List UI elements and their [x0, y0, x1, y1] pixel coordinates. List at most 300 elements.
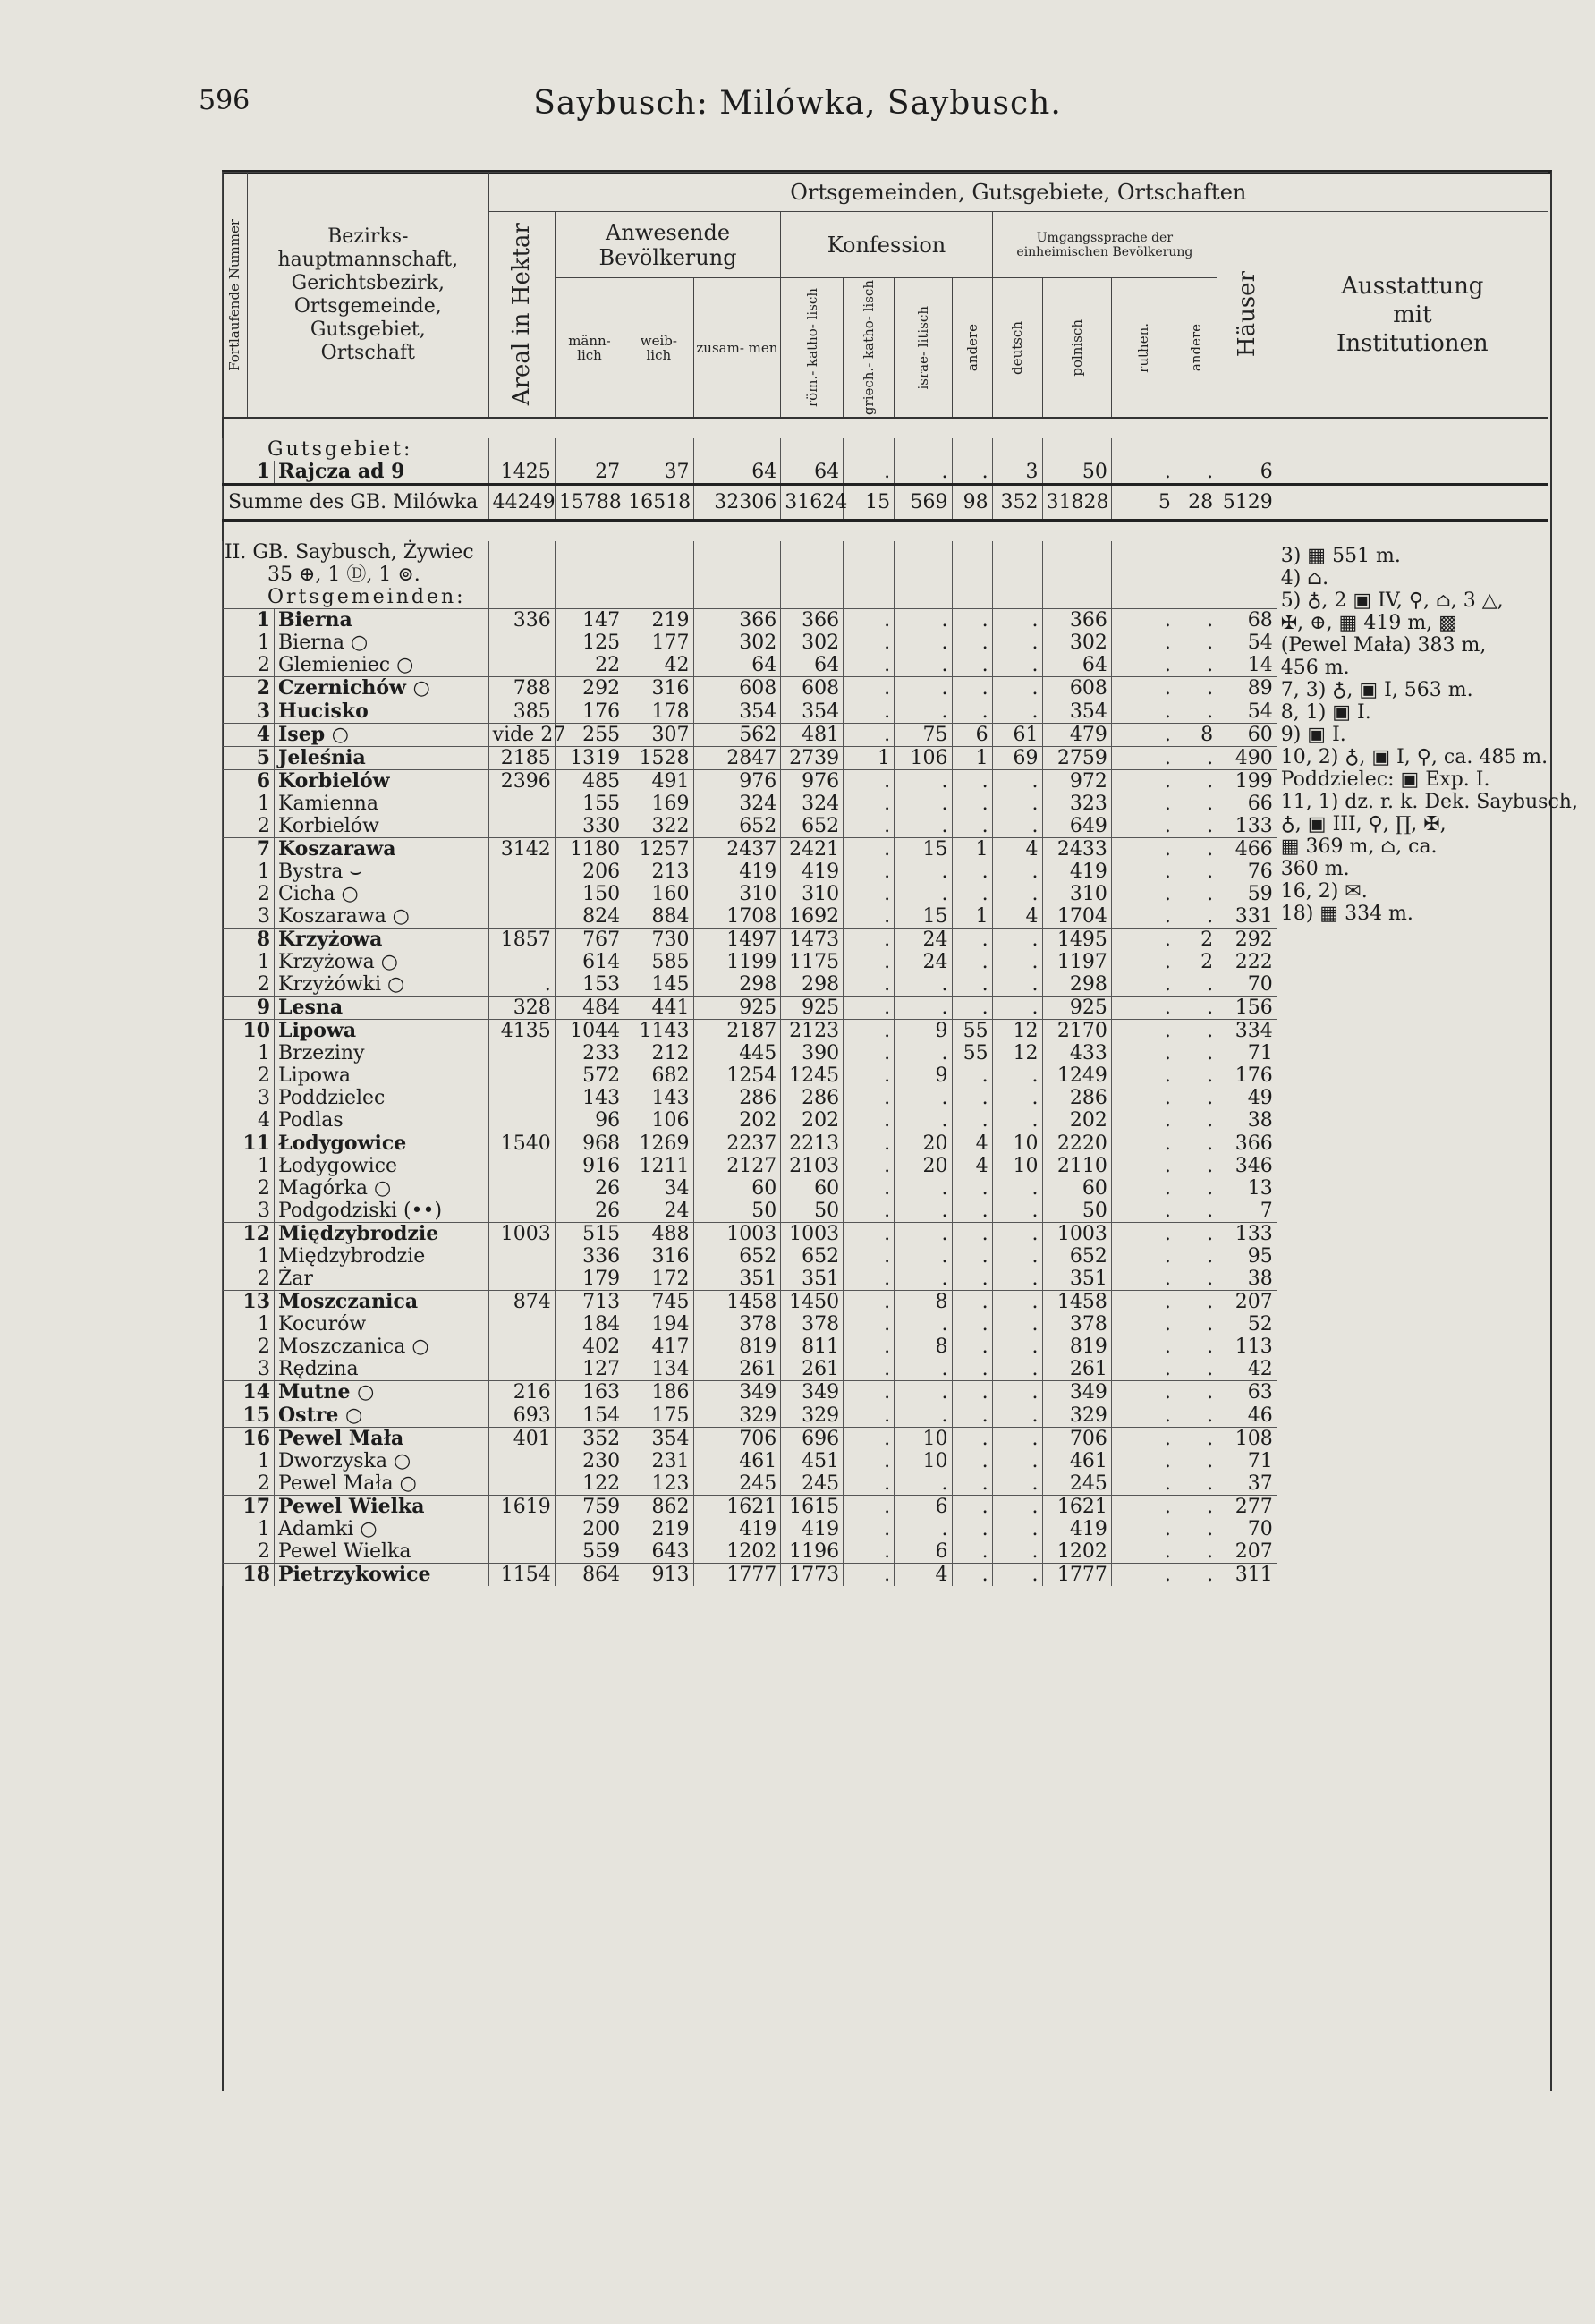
cell-andere-konf: 4	[952, 1155, 992, 1177]
cell-roem-kath: 2421	[781, 838, 844, 861]
cell-roem-kath: 64	[781, 654, 844, 677]
cell-roem-kath: 2103	[781, 1155, 844, 1177]
cell-weiblich: 1528	[624, 747, 693, 770]
cell-andere-spr: .	[1175, 1291, 1217, 1314]
row-number: 1	[223, 632, 275, 654]
cell-roem-kath: 298	[781, 973, 844, 997]
cell-andere-konf: .	[952, 677, 992, 700]
cell-griech-kath: .	[844, 1020, 895, 1043]
cell-haeuser: 13	[1217, 1177, 1277, 1200]
cell-griech-kath: .	[844, 883, 895, 905]
col-griech-kath: griech.- katho- lisch	[844, 278, 895, 419]
cell-weiblich: 491	[624, 770, 693, 793]
cell-israelitisch: .	[895, 1223, 952, 1246]
cell-ruthen: .	[1111, 997, 1175, 1020]
cell-maennlich: 336	[555, 1245, 624, 1268]
cell-griech-kath: .	[844, 1428, 895, 1451]
cell-ruthen: .	[1111, 883, 1175, 905]
cell-ruthen: .	[1111, 1404, 1175, 1428]
row-name: Pewel Mała	[275, 1428, 489, 1451]
cell-polnisch: 302	[1042, 632, 1111, 654]
institution-line: 8, 1) ▣ I.	[1280, 701, 1371, 725]
cell-deutsch: .	[992, 997, 1042, 1020]
cell-deutsch: .	[992, 861, 1042, 883]
col-konfession: Konfession	[781, 212, 992, 278]
cell-andere-spr: .	[1175, 1518, 1217, 1540]
cell-maennlich: 559	[555, 1540, 624, 1564]
cell-griech-kath: .	[844, 1518, 895, 1540]
cell-zusammen: 298	[693, 973, 781, 997]
cell-polnisch: 298	[1042, 973, 1111, 997]
cell-andere-spr: .	[1175, 1132, 1217, 1156]
row-name: Cicha ○	[275, 883, 489, 905]
institution-line: 456 m.	[1280, 657, 1350, 680]
cell-polnisch: 351	[1042, 1268, 1111, 1291]
row-name: Moszczanica	[275, 1291, 489, 1314]
cell-griech-kath: .	[844, 1268, 895, 1291]
cell-maennlich: 154	[555, 1404, 624, 1428]
row-number: 11	[223, 1132, 275, 1156]
cell-andere-konf: 4	[952, 1132, 992, 1156]
row-number: 4	[223, 724, 275, 747]
institution-line: ✠, ⊕, ▦ 419 m, ▩	[1280, 612, 1457, 635]
cell-andere-konf: 55	[952, 1042, 992, 1064]
cell-andere-spr: .	[1175, 1404, 1217, 1428]
cell-polnisch: 652	[1042, 1245, 1111, 1268]
cell-deutsch: 10	[992, 1155, 1042, 1177]
cell-polnisch: 649	[1042, 815, 1111, 838]
cell-israelitisch: .	[895, 609, 952, 632]
cell-ruthen: .	[1111, 654, 1175, 677]
cell-zusammen: 64	[693, 654, 781, 677]
cell-deutsch: .	[992, 1245, 1042, 1268]
col-bezirk: Bezirks- hauptmannschaft, Gerichtsbezirk, Ortsgemeinde, Gutsgebiet, Ortschaft	[247, 173, 488, 419]
col-umgangssprache: Umgangssprache der einheimischen Bevölkerung	[992, 212, 1217, 278]
cell-haeuser: 76	[1217, 861, 1277, 883]
cell-roem-kath: 2739	[781, 747, 844, 770]
cell-zusammen: 50	[693, 1200, 781, 1223]
institution-line: ▦ 369 m, ⌂, ca.	[1280, 835, 1438, 859]
cell-maennlich: 1044	[555, 1020, 624, 1043]
cell-griech-kath: .	[844, 1177, 895, 1200]
cell-areal: 1619	[488, 1496, 555, 1519]
cell-israelitisch: .	[895, 1472, 952, 1496]
cell-deutsch: .	[992, 1223, 1042, 1246]
cell-weiblich: 160	[624, 883, 693, 905]
cell-roem-kath: 419	[781, 1518, 844, 1540]
cell-ruthen: .	[1111, 1245, 1175, 1268]
row-name: Glemieniec ○	[275, 654, 489, 677]
cell-andere-spr: .	[1175, 1336, 1217, 1358]
cell-deutsch: .	[992, 1064, 1042, 1087]
cell-ruthen: .	[1111, 632, 1175, 654]
row-number: 1	[223, 609, 275, 632]
cell-andere-konf: .	[952, 1496, 992, 1519]
cell-griech-kath: .	[844, 1087, 895, 1109]
cell-haeuser: 54	[1217, 700, 1277, 724]
cell-deutsch: .	[992, 1381, 1042, 1404]
row-number: 2	[223, 883, 275, 905]
cell-zusammen: 1458	[693, 1291, 781, 1314]
cell-roem-kath: 925	[781, 997, 844, 1020]
cell-andere-konf: .	[952, 1336, 992, 1358]
cell-andere-spr: .	[1175, 997, 1217, 1020]
cell-roem-kath: 366	[781, 609, 844, 632]
cell-griech-kath: .	[844, 1496, 895, 1519]
cell-andere-konf: .	[952, 461, 992, 485]
row-name: Brzeziny	[275, 1042, 489, 1064]
row-name: Magórka ○	[275, 1177, 489, 1200]
row-number: 2	[223, 677, 275, 700]
cell-andere-spr: .	[1175, 973, 1217, 997]
cell-andere-spr: .	[1175, 1087, 1217, 1109]
row-name: Kocurów	[275, 1313, 489, 1336]
cell-griech-kath: .	[844, 609, 895, 632]
row-number: 1	[223, 1245, 275, 1268]
cell-israelitisch: 24	[895, 951, 952, 973]
cell-areal	[488, 951, 555, 973]
cell-griech-kath: .	[844, 997, 895, 1020]
row-name: Korbielów	[275, 815, 489, 838]
cell-israelitisch: .	[895, 1313, 952, 1336]
cell-maennlich: 767	[555, 929, 624, 952]
cell-areal: 693	[488, 1404, 555, 1428]
cell-polnisch: 925	[1042, 997, 1111, 1020]
cell-andere-konf: .	[952, 1313, 992, 1336]
cell-deutsch: .	[992, 883, 1042, 905]
cell-andere-konf: .	[952, 1540, 992, 1564]
cell-haeuser: 42	[1217, 1358, 1277, 1381]
cell-weiblich: 172	[624, 1268, 693, 1291]
cell-maennlich: 179	[555, 1268, 624, 1291]
row-name: Pewel Mała ○	[275, 1472, 489, 1496]
cell-areal	[488, 1540, 555, 1564]
cell-ruthen: .	[1111, 1177, 1175, 1200]
cell-ruthen: .	[1111, 951, 1175, 973]
cell-deutsch: .	[992, 654, 1042, 677]
cell-haeuser: 7	[1217, 1200, 1277, 1223]
col-ausstattung: Ausstattung mit Institutionen	[1277, 212, 1548, 419]
cell-ruthen: .	[1111, 1155, 1175, 1177]
cell-deutsch: .	[992, 700, 1042, 724]
running-title: Saybusch: Milówka, Saybusch.	[533, 85, 1062, 122]
col-ruthen: ruthen.	[1111, 278, 1175, 419]
cell-zusammen: 1708	[693, 905, 781, 929]
cell-polnisch: 1003	[1042, 1223, 1111, 1246]
cell-andere-spr: .	[1175, 1200, 1217, 1223]
cell-haeuser: 366	[1217, 1132, 1277, 1156]
row-number: 3	[223, 905, 275, 929]
cell-israelitisch: 24	[895, 929, 952, 952]
cell-areal	[488, 1472, 555, 1496]
cell-polnisch: 329	[1042, 1404, 1111, 1428]
cell-andere-konf: .	[952, 1381, 992, 1404]
cell-areal	[488, 793, 555, 815]
row-number: 10	[223, 1020, 275, 1043]
cell-areal	[488, 1245, 555, 1268]
cell-haeuser: 113	[1217, 1336, 1277, 1358]
cell-haeuser: 133	[1217, 815, 1277, 838]
cell-polnisch: 706	[1042, 1428, 1111, 1451]
cell-deutsch: 10	[992, 1132, 1042, 1156]
cell-polnisch: 419	[1042, 861, 1111, 883]
row-number: 3	[223, 1200, 275, 1223]
cell-andere-spr: .	[1175, 1313, 1217, 1336]
cell-roem-kath: 652	[781, 1245, 844, 1268]
cell-griech-kath: .	[844, 1540, 895, 1564]
cell-andere-konf: .	[952, 770, 992, 793]
cell-haeuser: 331	[1217, 905, 1277, 929]
district-title: II. GB. Saybusch, Żywiec	[223, 541, 489, 564]
cell-ruthen: .	[1111, 1496, 1175, 1519]
row-number: 6	[223, 770, 275, 793]
row-name: Bystra ⌣	[275, 861, 489, 883]
cell-ruthen: .	[1111, 973, 1175, 997]
row-number: 1	[223, 951, 275, 973]
cell-zusammen: 1202	[693, 1540, 781, 1564]
cell-deutsch: .	[992, 1291, 1042, 1314]
cell-andere-spr: .	[1175, 1020, 1217, 1043]
cell-andere-konf: .	[952, 1109, 992, 1132]
cell-ruthen: .	[1111, 1472, 1175, 1496]
cell-areal: 1540	[488, 1132, 555, 1156]
cell-areal: .	[488, 973, 555, 997]
cell-polnisch: 1458	[1042, 1291, 1111, 1314]
cell-andere-spr: 28	[1175, 485, 1217, 521]
institution-line: 3) ▦ 551 m.	[1280, 545, 1401, 568]
row-name: Lesna	[275, 997, 489, 1020]
cell-areal	[488, 1155, 555, 1177]
page-number: 596	[199, 85, 250, 116]
cell-andere-konf: .	[952, 1450, 992, 1472]
cell-areal	[488, 1087, 555, 1109]
cell-areal	[488, 1042, 555, 1064]
cell-weiblich: 178	[624, 700, 693, 724]
cell-andere-konf: .	[952, 1223, 992, 1246]
cell-areal	[488, 654, 555, 677]
cell-zusammen: 2187	[693, 1020, 781, 1043]
row-name: Pietrzykowice	[275, 1564, 489, 1587]
cell-israelitisch: .	[895, 1109, 952, 1132]
cell-maennlich: 824	[555, 905, 624, 929]
cell-zusammen: 329	[693, 1404, 781, 1428]
cell-deutsch: .	[992, 1472, 1042, 1496]
cell-ruthen: 5	[1111, 485, 1175, 521]
row-number: 3	[223, 1358, 275, 1381]
cell-andere-konf: .	[952, 973, 992, 997]
cell-roem-kath: 354	[781, 700, 844, 724]
cell-roem-kath: 349	[781, 1381, 844, 1404]
cell-ruthen: .	[1111, 838, 1175, 861]
cell-griech-kath: .	[844, 1155, 895, 1177]
cell-areal: 401	[488, 1428, 555, 1451]
cell-zusammen: 302	[693, 632, 781, 654]
cell-andere-konf: 98	[952, 485, 992, 521]
cell-maennlich: 122	[555, 1472, 624, 1496]
cell-weiblich: 123	[624, 1472, 693, 1496]
cell-haeuser: 176	[1217, 1064, 1277, 1087]
cell-andere-konf: .	[952, 1200, 992, 1223]
cell-zusammen: 419	[693, 861, 781, 883]
cell-haeuser: 66	[1217, 793, 1277, 815]
cell-andere-spr: .	[1175, 461, 1217, 485]
row-name: Czernichów ○	[275, 677, 489, 700]
cell-deutsch: .	[992, 1109, 1042, 1132]
cell-maennlich: 147	[555, 609, 624, 632]
cell-israelitisch: 4	[895, 1564, 952, 1587]
cell-maennlich: 572	[555, 1064, 624, 1087]
cell-weiblich: 194	[624, 1313, 693, 1336]
cell-roem-kath: 976	[781, 770, 844, 793]
cell-areal: 4135	[488, 1020, 555, 1043]
cell-haeuser: 207	[1217, 1540, 1277, 1564]
cell-ruthen: .	[1111, 929, 1175, 952]
cell-israelitisch: .	[895, 861, 952, 883]
cell-areal	[488, 905, 555, 929]
cell-maennlich: 485	[555, 770, 624, 793]
cell-polnisch: 286	[1042, 1087, 1111, 1109]
cell-zusammen: 60	[693, 1177, 781, 1200]
cell-haeuser: 52	[1217, 1313, 1277, 1336]
cell-andere-spr: .	[1175, 815, 1217, 838]
cell-zusammen: 32306	[693, 485, 781, 521]
row-name: Hucisko	[275, 700, 489, 724]
cell-zusammen: 202	[693, 1109, 781, 1132]
cell-zusammen: 1254	[693, 1064, 781, 1087]
cell-andere-spr: .	[1175, 1358, 1217, 1381]
cell-haeuser: 490	[1217, 747, 1277, 770]
cell-israelitisch: .	[895, 770, 952, 793]
cell-roem-kath: 1196	[781, 1540, 844, 1564]
cell-zusammen: 378	[693, 1313, 781, 1336]
district-title-row	[223, 541, 1548, 564]
cell-ruthen: .	[1111, 1358, 1175, 1381]
cell-roem-kath: 378	[781, 1313, 844, 1336]
cell-polnisch: 323	[1042, 793, 1111, 815]
cell-areal	[488, 1177, 555, 1200]
cell-zusammen: 310	[693, 883, 781, 905]
cell-zusammen: 1199	[693, 951, 781, 973]
row-number: 18	[223, 1564, 275, 1587]
cell-maennlich: 1180	[555, 838, 624, 861]
row-name: Bierna	[275, 609, 489, 632]
cell-roem-kath: 31624	[781, 485, 844, 521]
cell-haeuser: 38	[1217, 1109, 1277, 1132]
cell-griech-kath: .	[844, 677, 895, 700]
cell-israelitisch: .	[895, 973, 952, 997]
cell-deutsch: .	[992, 1268, 1042, 1291]
cell-andere-konf: .	[952, 815, 992, 838]
cell-andere-konf: .	[952, 1268, 992, 1291]
cell-israelitisch: .	[895, 1268, 952, 1291]
cell-roem-kath: 329	[781, 1404, 844, 1428]
cell-weiblich: 37	[624, 461, 693, 485]
cell-roem-kath: 286	[781, 1087, 844, 1109]
cell-weiblich: 1257	[624, 838, 693, 861]
row-name: Isep ○	[275, 724, 489, 747]
row-number: 2	[223, 973, 275, 997]
cell-roem-kath: 202	[781, 1109, 844, 1132]
row-number: 1	[223, 1042, 275, 1064]
row-number: 2	[223, 1540, 275, 1564]
col-andere-konf: andere	[952, 278, 992, 419]
cell-polnisch: 60	[1042, 1177, 1111, 1200]
col-roem-kath: röm.- katho- lisch	[781, 278, 844, 419]
cell-deutsch: .	[992, 632, 1042, 654]
cell-deutsch: .	[992, 677, 1042, 700]
cell-weiblich: 34	[624, 1177, 693, 1200]
row-number: 1	[223, 1313, 275, 1336]
cell-polnisch: 31828	[1042, 485, 1111, 521]
cell-haeuser: 14	[1217, 654, 1277, 677]
cell-roem-kath: 1615	[781, 1496, 844, 1519]
institution-line: 4) ⌂.	[1280, 567, 1329, 590]
cell-zusammen: 652	[693, 1245, 781, 1268]
cell-weiblich: 730	[624, 929, 693, 952]
cell-andere-konf: 55	[952, 1020, 992, 1043]
cell-andere-konf: .	[952, 609, 992, 632]
cell-weiblich: 16518	[624, 485, 693, 521]
cell-haeuser: 199	[1217, 770, 1277, 793]
cell-griech-kath: .	[844, 861, 895, 883]
institution-line: 18) ▦ 334 m.	[1280, 903, 1413, 926]
cell-ruthen: .	[1111, 1291, 1175, 1314]
cell-polnisch: 1704	[1042, 905, 1111, 929]
cell-roem-kath: 419	[781, 861, 844, 883]
cell-areal	[488, 1358, 555, 1381]
cell-areal: 1003	[488, 1223, 555, 1246]
cell-deutsch: 4	[992, 838, 1042, 861]
cell-areal	[488, 1109, 555, 1132]
cell-israelitisch: .	[895, 461, 952, 485]
row-name: Lipowa	[275, 1064, 489, 1087]
cell-roem-kath: 2213	[781, 1132, 844, 1156]
cell-haeuser: 277	[1217, 1496, 1277, 1519]
cell-haeuser: 5129	[1217, 485, 1277, 521]
cell-israelitisch: .	[895, 1518, 952, 1540]
row-number: 2	[223, 1472, 275, 1496]
cell-roem-kath: 1450	[781, 1291, 844, 1314]
cell-israelitisch: .	[895, 654, 952, 677]
cell-weiblich: 862	[624, 1496, 693, 1519]
cell-ruthen: .	[1111, 1200, 1175, 1223]
cell-israelitisch: .	[895, 677, 952, 700]
row-name: Żar	[275, 1268, 489, 1291]
cell-andere-spr: .	[1175, 883, 1217, 905]
cell-ruthen: .	[1111, 1087, 1175, 1109]
cell-israelitisch: .	[895, 1177, 952, 1200]
cell-areal: 1857	[488, 929, 555, 952]
col-weiblich: weib- lich	[624, 278, 693, 419]
cell-andere-spr: .	[1175, 838, 1217, 861]
cell-polnisch: 1495	[1042, 929, 1111, 952]
cell-haeuser: 70	[1217, 1518, 1277, 1540]
cell-polnisch: 1621	[1042, 1496, 1111, 1519]
cell-deutsch: .	[992, 929, 1042, 952]
cell-polnisch: 349	[1042, 1381, 1111, 1404]
cell-weiblich: 231	[624, 1450, 693, 1472]
cell-polnisch: 261	[1042, 1358, 1111, 1381]
cell-haeuser: 60	[1217, 724, 1277, 747]
cell-polnisch: 1202	[1042, 1540, 1111, 1564]
cell-griech-kath: .	[844, 1132, 895, 1156]
cell-roem-kath: 2123	[781, 1020, 844, 1043]
cell-andere-konf: .	[952, 1564, 992, 1587]
cell-zusammen: 2847	[693, 747, 781, 770]
cell-areal: 3142	[488, 838, 555, 861]
cell-griech-kath: .	[844, 1223, 895, 1246]
cell-griech-kath: .	[844, 815, 895, 838]
